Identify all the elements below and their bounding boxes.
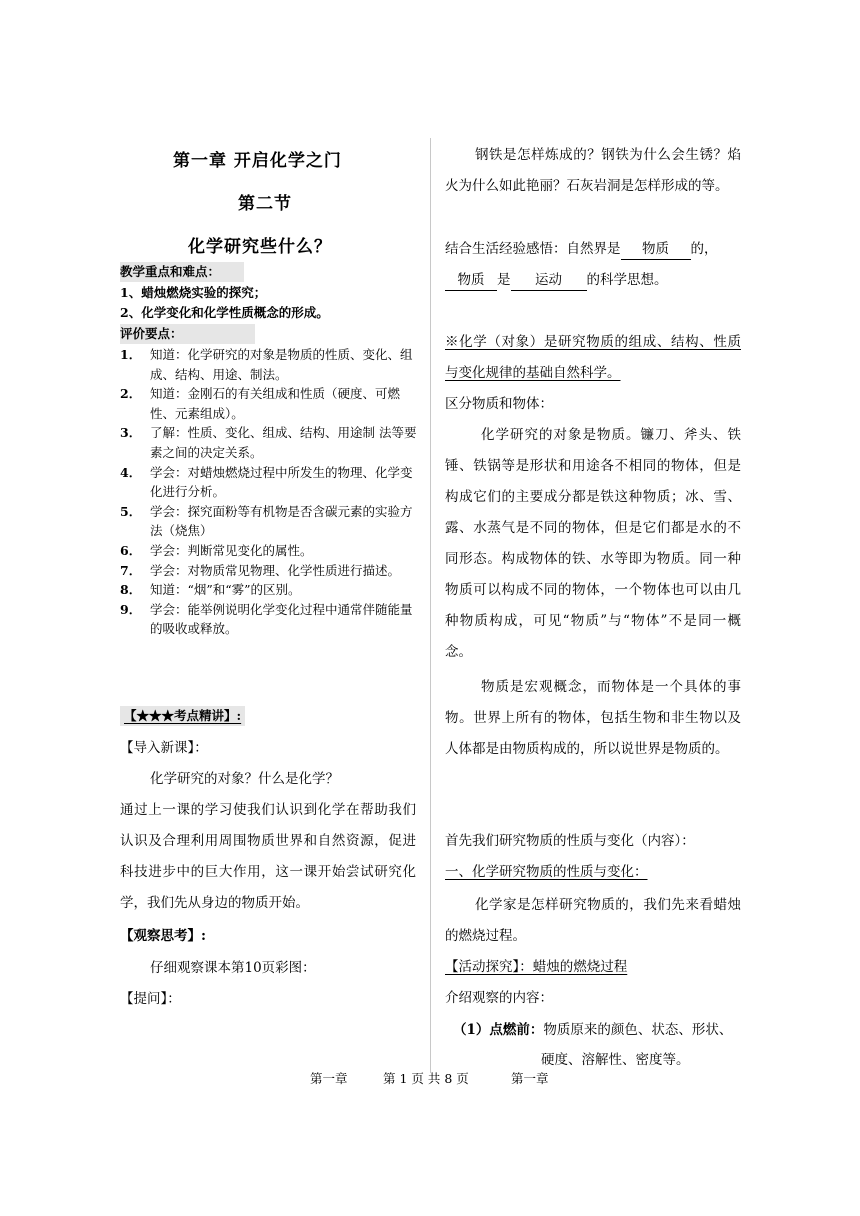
focus-heading: 教学重点和难点： [120, 262, 244, 282]
eval-list [120, 345, 420, 639]
intro-paragraph: 通过上一课的学习使我们认识到化学在帮助我们认识及合理利用周围物质世界和自然资源，促进科技进步中的巨大作用，这一课开始尝试研究化学，我们先从身边的物质开始。 [120, 802, 416, 911]
fill-blank: 物质 [445, 270, 497, 291]
eval-item: 2． 知道：金刚石的有关组成和性质（硬度、可燃性、元素组成）。 [120, 386, 401, 421]
intro-heading: 【导入新课】： [120, 740, 208, 756]
section-one-heading: 一、化学研究物质的性质与变化： [445, 864, 648, 880]
before-lighting-cont: 硬度、溶解性、密度等。 [541, 1052, 690, 1068]
lesson-title: 化学研究些什么？ [188, 237, 332, 257]
focus-item-1: 1、蜡烛燃烧实验的探究； [120, 285, 267, 300]
eval-item: 4． 学会：对蜡烛燃烧过程中所发生的物理、化学变化进行分析。 [120, 464, 413, 500]
eval-item: 1． 知道：化学研究的对象是物质的性质、变化、组成、结构、用途、制法。 [120, 347, 413, 382]
focus-item-2: 2、化学变化和化学性质概念的形成。 [120, 305, 329, 320]
eval-item: 5． 学会：探究面粉等有机物是否含碳元素的实验方法（烧焦） [120, 503, 413, 539]
intro-question: 化学研究的对象？什么是化学？ [150, 771, 339, 787]
chemist-paragraph: 化学家是怎样研究物质的，我们先来看蜡烛的燃烧过程。 [445, 897, 741, 944]
column-divider [430, 138, 431, 1073]
matter-paragraph: 化学研究的对象是物质。镰刀、斧头、铁锤、铁锅等是形状和用途各不相同的物体，但是构成它们的主要成分都是铁这种物质；冰、雪、露、水蒸气是不同的物体，但是它们都是水的不同形态。构成物体的铁、水等即为物质。同一种物质可以构成不同的物体，一个物体也可以由几种物质构成，可见“物质”与“物体”不是同一概念。 [445, 427, 741, 660]
research-intro: 首先我们研究物质的性质与变化（内容）： [445, 833, 695, 849]
fill-blank: 运动 [511, 270, 587, 291]
observe-text: 仔细观察课本第10页彩图： [150, 960, 316, 976]
section-title: 第二节 [238, 194, 292, 214]
eval-heading: 评价要点： [120, 324, 255, 344]
activity-heading: 【活动探究】：蜡烛的燃烧过程 [445, 959, 628, 975]
fill-line-2: 物质 是 运动 的科学思想。 [445, 265, 668, 296]
chemistry-definition: ※化学（对象）是研究物质的组成、结构、性质与变化规律的基础自然科学。 [445, 334, 741, 381]
footer-chapter-right: 第一章 [511, 1071, 549, 1086]
eval-item: 6． 学会：判断常见变化的属性。 [120, 542, 313, 558]
eval-item: 7． 学会：对物质常见物理、化学性质进行描述。 [120, 562, 401, 578]
observe-heading: 【观察思考】: [120, 928, 206, 944]
question-paragraph: 钢铁是怎样炼成的？钢铁为什么会生锈？焰火为什么如此艳丽？石灰岩洞是怎样形成的等。 [445, 147, 741, 194]
chapter-title: 第一章 开启化学之门 [173, 151, 342, 171]
distinguish-heading: 区分物质和物体： [445, 396, 553, 412]
fill-blank: 物质 [621, 239, 691, 260]
eval-item: 9． 学会：能举例说明化学变化过程中通常伴随能量的吸收或释放。 [120, 601, 413, 637]
footer-chapter-left: 第一章 [310, 1071, 348, 1086]
footer-page-info: 第 1 页 共 8 页 [383, 1071, 469, 1086]
ask-heading: 【提问】： [120, 991, 181, 1007]
key-points-heading: 【★★★考点精讲】: [120, 706, 245, 726]
fill-line-1: 结合生活经验感悟：自然界是 物质 的， [445, 234, 718, 265]
eval-item: 3． 了解：性质、变化、组成、结构、用途制 法等要素之间的决定关系。 [120, 425, 417, 460]
observe-content: 介绍观察的内容： [445, 990, 553, 1006]
matter-object-paragraph: 物质是宏观概念，而物体是一个具体的事物。世界上所有的物体，包括生物和非生物以及人体都是由物质构成的，所以说世界是物质的。 [445, 679, 741, 757]
before-lighting: （1）点燃前：物质原来的颜色、状态、形状、 [453, 1022, 733, 1038]
eval-item: 8． 知道：“烟”和“雾”的区别。 [120, 582, 301, 598]
